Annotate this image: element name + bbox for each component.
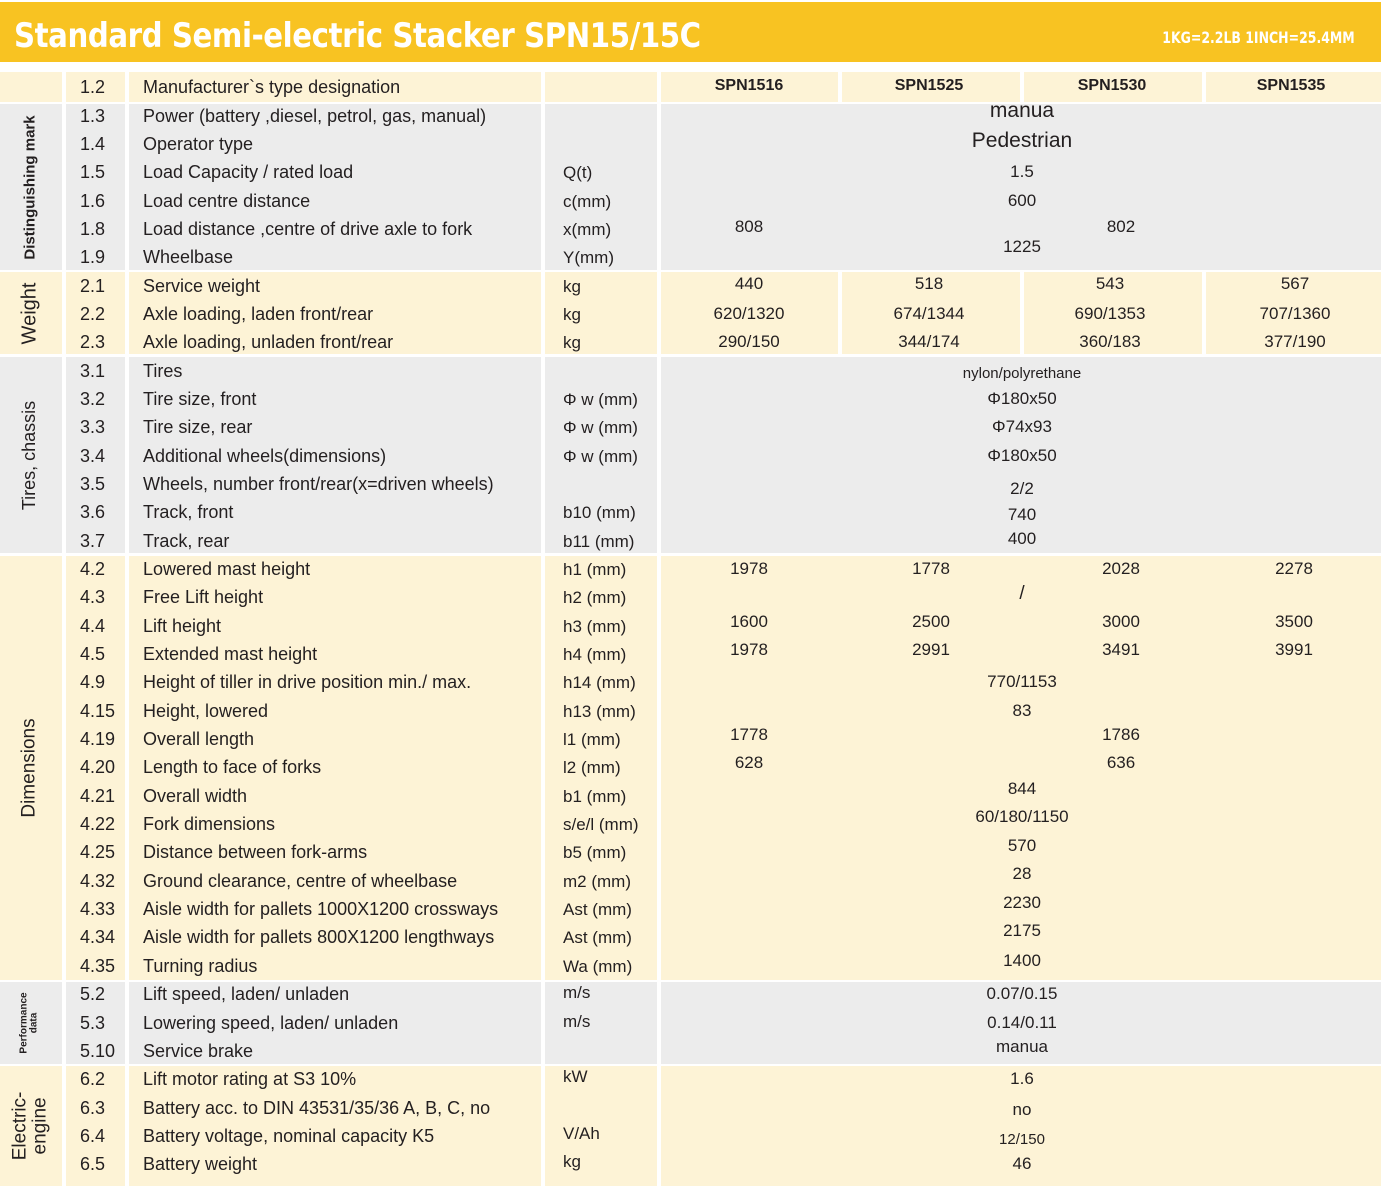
row-4-3-unit: h2 (mm) (563, 588, 627, 607)
column-separator (125, 72, 129, 102)
column-separator (62, 982, 66, 1064)
section-label-text: Performance data (19, 992, 41, 1054)
row-1-8-value: 808 (734, 216, 764, 236)
row-5-3-description: Lowering speed, laden/ unladen (143, 1013, 399, 1033)
row-4-5-value: 1978 (730, 639, 768, 659)
row-4-22-value: 60/180/1150 (975, 806, 1069, 826)
column-separator (125, 556, 129, 980)
row-3-4-description: Additional wheels(dimensions) (143, 446, 387, 466)
row-3-2-description: Tire size, front (143, 389, 257, 409)
row-1-5-description: Load Capacity / rated load (143, 162, 354, 182)
row-3-1-code: 3.1 (80, 361, 106, 381)
row-2-1-value: 518 (914, 273, 944, 293)
row-2-2-code: 2.2 (80, 304, 106, 324)
column-separator (657, 72, 661, 102)
row-4-9-description: Height of tiller in drive position min./ max. (143, 672, 472, 692)
row-4-19-description: Overall length (143, 729, 255, 749)
row-6-2-value: 1.6 (1010, 1068, 1034, 1088)
row-3-2-code: 3.2 (80, 389, 106, 409)
row-1-6-value: 600 (1007, 190, 1037, 210)
row-3-7-value: 400 (1007, 528, 1037, 548)
column-separator (657, 104, 661, 270)
column-separator (657, 1066, 661, 1186)
column-separator (125, 104, 129, 270)
row-1-6-unit: c(mm) (563, 192, 612, 211)
row-4-25-description: Distance between fork-arms (143, 842, 368, 862)
column-separator (657, 272, 661, 354)
row-4-5-value: 3991 (1275, 639, 1313, 659)
row-4-21-value: 844 (1007, 778, 1037, 798)
column-separator (1020, 272, 1024, 354)
row-3-5-description: Wheels, number front/rear(x=driven wheels) (143, 474, 494, 494)
row-4-4-description: Lift height (143, 616, 222, 636)
row-4-4-code: 4.4 (80, 616, 106, 636)
row-1-6-description: Load centre distance (143, 191, 311, 211)
row-1-3-value: manua (989, 98, 1055, 122)
row-4-32-code: 4.32 (80, 871, 116, 891)
row-4-4-value: 3500 (1275, 611, 1313, 631)
row-4-33-unit: Ast (mm) (563, 900, 632, 919)
column-separator (657, 357, 661, 553)
page-title: Standard Semi-electric Stacker SPN15/15C (14, 16, 701, 56)
row-1-4-value: Pedestrian (971, 128, 1073, 152)
column-separator (541, 272, 545, 354)
row-4-19-unit: l1 (mm) (563, 730, 621, 749)
section-label-text: Dimensions (19, 718, 41, 818)
section-label (0, 272, 60, 354)
column-separator (125, 982, 129, 1064)
column-separator (541, 357, 545, 553)
row-6-4-description: Battery voltage, nominal capacity K5 (143, 1126, 435, 1146)
section-label (0, 357, 60, 553)
row-4-20-value: 628 (734, 752, 764, 772)
row-4-5-code: 4.5 (80, 644, 106, 664)
row-4-2-code: 4.2 (80, 559, 106, 579)
row-5-3-unit: m/s (563, 1012, 591, 1031)
column-separator (62, 1066, 66, 1186)
row-4-35-description: Turning radius (143, 956, 258, 976)
row-2-3-description: Axle loading, unladen front/rear (143, 332, 394, 352)
row-3-2-unit: Φ w (mm) (563, 390, 638, 409)
row-2-2-unit: kg (563, 305, 581, 324)
row-4-15-unit: h13 (mm) (563, 702, 636, 721)
row-4-15-value: 83 (1012, 700, 1032, 720)
row-4-15-description: Height, lowered (143, 701, 269, 721)
row-3-5-value: 2/2 (1010, 478, 1034, 498)
column-separator (541, 72, 545, 102)
row-4-21-code: 4.21 (80, 786, 116, 806)
row-1-8-value: 802 (1106, 216, 1136, 236)
row-4-25-unit: b5 (mm) (563, 843, 627, 862)
row-3-2-value: Φ180x50 (987, 388, 1057, 408)
row-4-34-description: Aisle width for pallets 800X1200 lengthways (143, 927, 495, 947)
row-1-9-code: 1.9 (80, 247, 106, 267)
section-label-text: Weight (18, 282, 41, 344)
column-separator (838, 72, 842, 102)
row-2-1-value: 567 (1280, 273, 1310, 293)
row-6-2-description: Lift motor rating at S3 10% (143, 1069, 357, 1089)
row-6-4-code: 6.4 (80, 1126, 106, 1146)
row-5-10-code: 5.10 (80, 1041, 116, 1061)
row-4-5-description: Extended mast height (143, 644, 318, 664)
row-5-10-description: Service brake (143, 1041, 254, 1061)
section-label (0, 556, 60, 980)
row-5-2-value: 0.07/0.15 (986, 983, 1058, 1003)
column-separator (657, 556, 661, 980)
row-4-2-value: 2028 (1102, 558, 1140, 578)
row-1-2-description: Manufacturer`s type designation (143, 77, 401, 97)
row-2-2-value: 674/1344 (893, 303, 965, 323)
row-1-3-description: Power (battery ,diesel, petrol, gas, manual) (143, 106, 487, 126)
row-4-5-value: 2991 (912, 639, 950, 659)
row-4-15-code: 4.15 (80, 701, 116, 721)
row-4-32-value: 28 (1012, 863, 1032, 883)
column-separator (62, 104, 66, 270)
row-4-3-description: Free Lift height (143, 587, 264, 607)
row-3-3-description: Tire size, rear (143, 417, 253, 437)
row-4-22-code: 4.22 (80, 814, 116, 834)
row-1-5-value: 1.5 (1010, 161, 1034, 181)
section-band-distinguishing-mark (0, 104, 1381, 270)
row-4-35-unit: Wa (mm) (563, 957, 633, 976)
row-1-9-description: Wheelbase (143, 247, 234, 267)
row-6-3-description: Battery acc. to DIN 43531/35/36 A, B, C, no (143, 1098, 491, 1118)
row-4-2-value: 2278 (1275, 558, 1313, 578)
row-5-3-value: 0.14/0.11 (987, 1012, 1057, 1032)
column-separator (541, 556, 545, 980)
row-1-5-unit: Q(t) (563, 163, 593, 182)
row-5-2-description: Lift speed, laden/ unladen (143, 984, 350, 1004)
row-2-1-description: Service weight (143, 276, 261, 296)
row-2-2-value: 690/1353 (1074, 303, 1146, 323)
row-6-5-value: 46 (1012, 1153, 1032, 1173)
row-4-21-description: Overall width (143, 786, 248, 806)
row-5-3-code: 5.3 (80, 1013, 106, 1033)
row-4-4-value: 3000 (1102, 611, 1140, 631)
column-separator (1202, 272, 1206, 354)
row-4-20-value: 636 (1106, 752, 1136, 772)
row-3-1-description: Tires (143, 361, 183, 381)
row-1-2-code: 1.2 (80, 77, 106, 97)
row-3-7-description: Track, rear (143, 531, 230, 551)
row-4-33-code: 4.33 (80, 899, 116, 919)
row-3-5-code: 3.5 (80, 474, 106, 494)
row-2-1-value: 543 (1095, 273, 1125, 293)
row-1-9-unit: Y(mm) (563, 248, 614, 267)
row-4-2-value: 1978 (730, 558, 768, 578)
unit-conversion-note: 1KG=2.2LB 1INCH=25.4MM (1162, 28, 1355, 47)
model-column-header: SPN1516 (714, 77, 784, 94)
row-2-1-code: 2.1 (80, 276, 106, 296)
column-separator (125, 357, 129, 553)
row-5-10-value: manua (996, 1036, 1048, 1056)
section-label-text: Distinguishing mark (21, 114, 39, 260)
row-4-20-description: Length to face of forks (143, 757, 322, 777)
row-6-4-unit: V/Ah (563, 1124, 600, 1143)
row-1-4-code: 1.4 (80, 134, 106, 154)
row-6-4-value: 12/150 (999, 1130, 1045, 1148)
row-4-34-code: 4.34 (80, 927, 116, 947)
row-4-9-value: 770/1153 (987, 671, 1057, 691)
row-4-4-value: 1600 (730, 611, 768, 631)
column-separator (62, 357, 66, 553)
model-column-header: SPN1535 (1256, 77, 1326, 94)
row-4-9-code: 4.9 (80, 672, 106, 692)
row-4-19-code: 4.19 (80, 729, 116, 749)
row-3-3-unit: Φ w (mm) (563, 418, 638, 437)
section-label (0, 1066, 60, 1186)
row-4-19-value: 1786 (1102, 724, 1140, 744)
row-6-5-unit: kg (563, 1152, 581, 1171)
row-1-8-unit: x(mm) (563, 220, 612, 239)
row-4-3-value: / (1019, 582, 1025, 604)
row-1-8-description: Load distance ,centre of drive axle to fork (143, 219, 473, 239)
row-4-20-unit: l2 (mm) (563, 758, 621, 777)
row-3-7-unit: b11 (mm) (563, 532, 635, 551)
row-6-2-code: 6.2 (80, 1069, 106, 1089)
row-2-3-unit: kg (563, 333, 581, 352)
row-1-5-code: 1.5 (80, 162, 106, 182)
row-4-2-value: 1778 (912, 558, 950, 578)
column-separator (62, 556, 66, 980)
row-4-35-code: 4.35 (80, 956, 116, 976)
model-column-header: SPN1530 (1077, 77, 1147, 94)
row-6-5-description: Battery weight (143, 1154, 258, 1174)
column-separator (838, 272, 842, 354)
row-3-4-value: Φ180x50 (987, 445, 1057, 465)
row-6-3-code: 6.3 (80, 1098, 106, 1118)
row-3-6-description: Track, front (143, 502, 234, 522)
column-separator (541, 104, 545, 270)
row-2-1-value: 440 (734, 273, 764, 293)
row-3-6-unit: b10 (mm) (563, 503, 636, 522)
row-4-2-description: Lowered mast height (143, 559, 311, 579)
row-4-9-unit: h14 (mm) (563, 673, 636, 692)
column-separator (62, 272, 66, 354)
row-4-34-value: 2175 (1003, 920, 1041, 940)
row-4-35-value: 1400 (1003, 950, 1041, 970)
row-4-3-code: 4.3 (80, 587, 106, 607)
row-3-6-code: 3.6 (80, 502, 106, 522)
column-separator (62, 72, 66, 102)
row-3-4-unit: Φ w (mm) (563, 447, 638, 466)
model-column-header: SPN1525 (894, 77, 964, 94)
row-2-3-value: 360/183 (1079, 331, 1141, 351)
row-4-22-description: Fork dimensions (143, 814, 276, 834)
row-2-3-value: 344/174 (898, 331, 960, 351)
row-3-7-code: 3.7 (80, 531, 106, 551)
row-4-33-value: 2230 (1003, 892, 1041, 912)
section-label (0, 104, 60, 270)
row-4-2-unit: h1 (mm) (563, 560, 627, 579)
row-3-3-code: 3.3 (80, 417, 106, 437)
column-separator (1202, 72, 1206, 102)
row-4-32-unit: m2 (mm) (563, 872, 631, 891)
row-4-5-unit: h4 (mm) (563, 645, 627, 664)
row-5-2-unit: m/s (563, 983, 591, 1002)
section-label-text: Electric-engine (9, 1091, 50, 1161)
row-4-25-value: 570 (1007, 835, 1037, 855)
row-1-9-value: 1225 (1003, 236, 1041, 256)
row-3-6-value: 740 (1007, 504, 1037, 524)
row-4-22-unit: s/e/l (mm) (563, 815, 639, 834)
column-separator (125, 272, 129, 354)
row-2-2-description: Axle loading, laden front/rear (143, 304, 374, 324)
row-2-1-unit: kg (563, 277, 581, 296)
column-separator (541, 1066, 545, 1186)
row-4-25-code: 4.25 (80, 842, 116, 862)
column-separator (657, 982, 661, 1064)
row-1-4-description: Operator type (143, 134, 254, 154)
row-4-34-unit: Ast (mm) (563, 928, 632, 947)
row-1-3-code: 1.3 (80, 106, 106, 126)
row-3-4-code: 3.4 (80, 446, 106, 466)
column-separator (1020, 72, 1024, 102)
section-label-text: Tires, chassis (19, 400, 40, 510)
row-1-6-code: 1.6 (80, 191, 106, 211)
row-4-4-value: 2500 (912, 611, 950, 631)
section-label (0, 982, 60, 1064)
row-2-2-value: 707/1360 (1259, 303, 1331, 323)
column-separator (125, 1066, 129, 1186)
row-2-2-value: 620/1320 (713, 303, 785, 323)
row-2-3-value: 290/150 (718, 331, 780, 351)
row-6-2-unit: kW (563, 1067, 588, 1086)
row-6-3-value: no (1012, 1099, 1032, 1119)
row-5-2-code: 5.2 (80, 984, 106, 1004)
row-6-5-code: 6.5 (80, 1154, 106, 1174)
row-3-3-value: Φ74x93 (992, 416, 1052, 436)
row-4-32-description: Ground clearance, centre of wheelbase (143, 871, 458, 891)
row-4-20-code: 4.20 (80, 757, 116, 777)
row-2-3-value: 377/190 (1264, 331, 1326, 351)
column-separator (541, 982, 545, 1064)
row-3-1-value: nylon/polyrethane (962, 364, 1082, 382)
row-1-8-code: 1.8 (80, 219, 106, 239)
row-4-33-description: Aisle width for pallets 1000X1200 crossways (143, 899, 499, 919)
page-header (0, 2, 1381, 62)
row-4-5-value: 3491 (1102, 639, 1140, 659)
row-4-4-unit: h3 (mm) (563, 617, 627, 636)
row-4-21-unit: b1 (mm) (563, 787, 627, 806)
row-4-19-value: 1778 (730, 724, 768, 744)
row-2-3-code: 2.3 (80, 332, 106, 352)
